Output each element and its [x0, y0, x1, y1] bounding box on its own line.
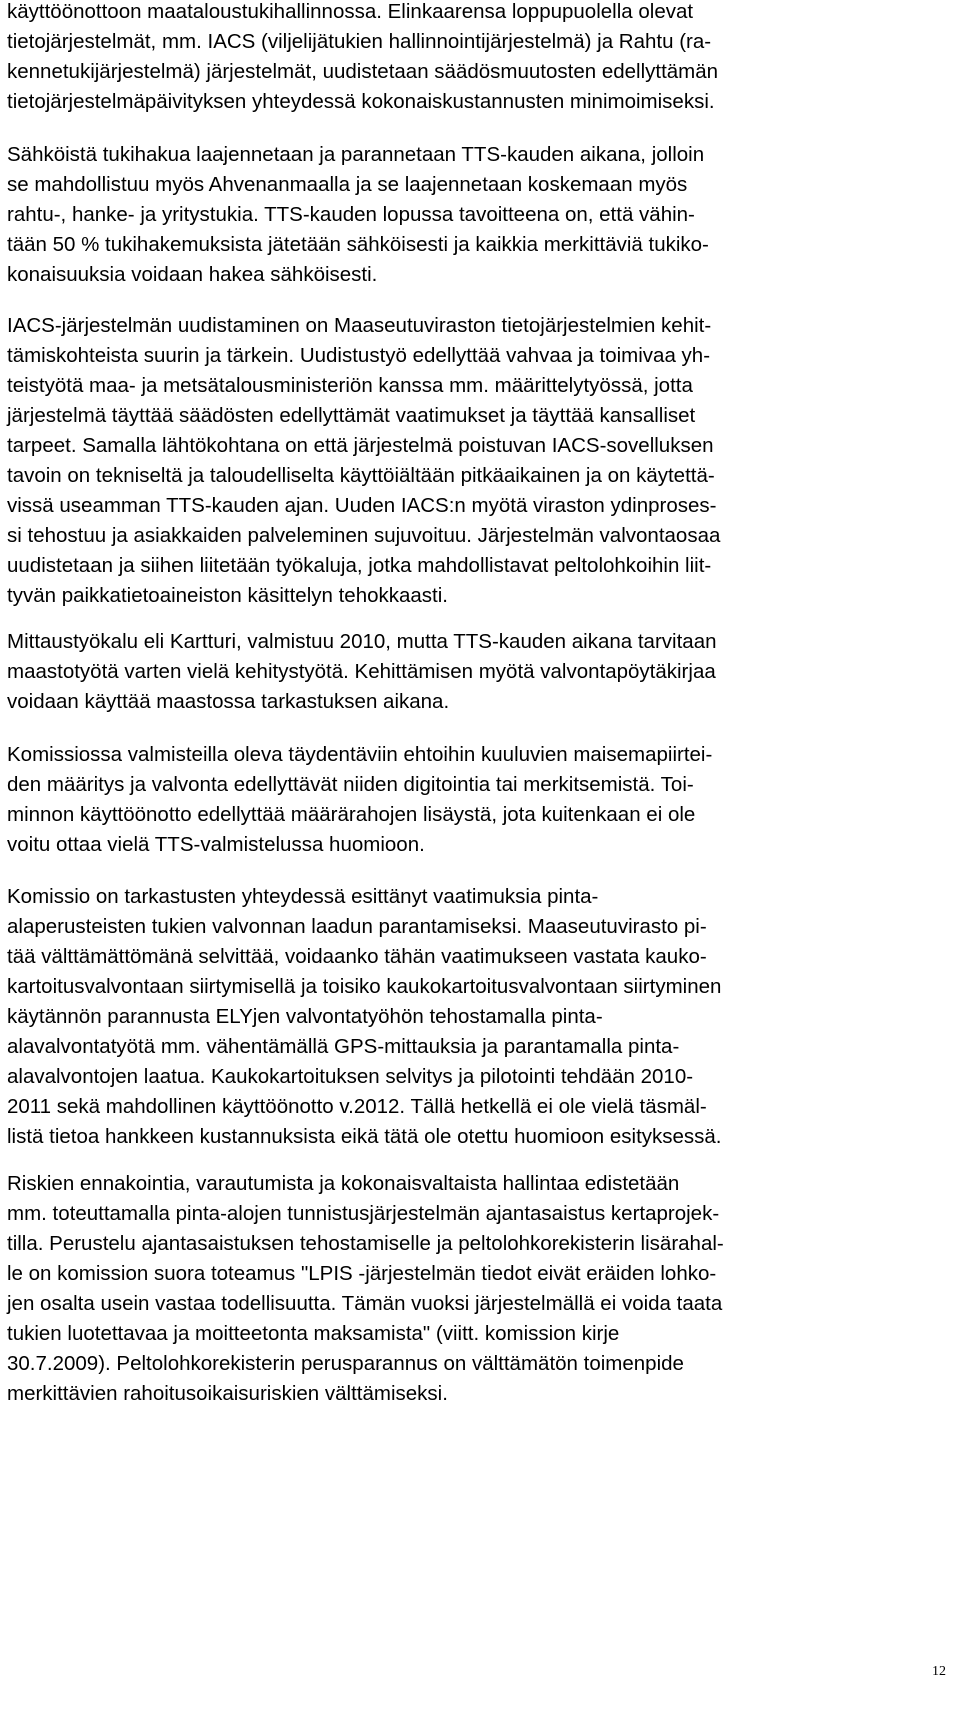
paragraph-electronic-application	[7, 140, 709, 290]
text-line: tietojärjestelmäpäivityksen yhteydessä kokonaiskustannusten minimoimiseksi.	[7, 90, 715, 113]
text-line: maastotyötä varten vielä kehitystyötä. Kehittämisen myötä valvontapöytäkirjaa	[7, 660, 716, 683]
text-line: merkittävien rahoitusoikaisuriskien välttämiseksi.	[7, 1382, 448, 1405]
text-line: mm. toteuttamalla pinta-alojen tunnistusjärjestelmän ajantasaistus kertaprojek-	[7, 1202, 720, 1225]
paragraph-iacs-renewal	[7, 311, 720, 611]
text-line: IACS-järjestelmän uudistaminen on Maaseutuviraston tietojärjestelmien kehit-	[7, 314, 712, 337]
text-line: tavoin on tekniseltä ja taloudelliselta käyttöiältään pitkäaikainen ja on käytettä-	[7, 464, 715, 487]
text-line: tään 50 % tukihakemuksista jätetään sähköisesti ja kaikkia merkittäviä tukiko-	[7, 233, 709, 256]
text-line: tyvän paikkatietoaineiston käsittelyn tehokkaasti.	[7, 584, 449, 607]
text-line: tää välttämättömänä selvittää, voidaanko tähän vaatimukseen vastata kauko-	[7, 945, 707, 968]
text-line: tukien luotettavaa ja moitteetonta maksamista" (viitt. komission kirje	[7, 1322, 620, 1345]
text-line: tämiskohteista suurin ja tärkein. Uudistustyö edellyttää vahvaa ja toimivaa yh-	[7, 344, 711, 367]
text-line: kennetukijärjestelmä) järjestelmät, uudistetaan säädösmuutosten edellyttämän	[7, 60, 719, 83]
text-line: den määritys ja valvonta edellyttävät niiden digitointia tai merkitsemistä. Toi-	[7, 773, 694, 796]
text-line: tilla. Perustelu ajantasaistuksen tehostamiselle ja peltolohkorekisterin lisärahal-	[7, 1232, 724, 1255]
text-line: kartoitusvalvontaan siirtymisellä ja toisiko kaukokartoitusvalvontaan siirtyminen	[7, 975, 722, 998]
text-line: 2011 sekä mahdollinen käyttöönotto v.2012. Tällä hetkellä ei ole vielä täsmäl-	[7, 1095, 707, 1118]
text-line: 30.7.2009). Peltolohkorekisterin perusparannus on välttämätön toimenpide	[7, 1352, 684, 1375]
text-line: konaisuuksia voidaan hakea sähköisesti.	[7, 263, 378, 286]
text-line: Komissio on tarkastusten yhteydessä esittänyt vaatimuksia pinta-	[7, 885, 599, 908]
text-line: Komissiossa valmisteilla oleva täydentäviin ehtoihin kuuluvien maisemapiirtei-	[7, 743, 713, 766]
paragraph-kartturi	[7, 627, 717, 717]
text-line: listä tietoa hankkeen kustannuksista eikä tätä ole otettu huomioon esityksessä.	[7, 1125, 722, 1148]
text-line: järjestelmä täyttää säädösten edellyttämät vaatimukset ja täyttää kansalliset	[7, 404, 696, 427]
text-line: uudistetaan ja siihen liitetään työkaluja, jotka mahdollistavat peltolohkoihin liit-	[7, 554, 712, 577]
text-line: tarpeet. Samalla lähtökohtana on että järjestelmä poistuvan IACS-sovelluksen	[7, 434, 714, 457]
page-number: 12	[932, 1664, 946, 1679]
text-line: alaperusteisten tukien valvonnan laadun parantamiseksi. Maaseutuvirasto pi-	[7, 915, 707, 938]
text-line: alavalvontojen laatua. Kaukokartoituksen selvitys ja pilotointi tehdään 2010-	[7, 1065, 694, 1088]
text-line: voidaan käyttää maastossa tarkastuksen aikana.	[7, 690, 450, 713]
text-line: rahtu-, hanke- ja yritystukia. TTS-kauden lopussa tavoitteena on, että vähin-	[7, 203, 695, 226]
text-line: voitu ottaa vielä TTS-valmistelussa huomioon.	[7, 833, 425, 856]
text-line: Sähköistä tukihakua laajennetaan ja parannetaan TTS-kauden aikana, jolloin	[7, 143, 705, 166]
text-line: käyttöönottoon maataloustukihallinnossa. Elinkaarensa loppupuolella olevat	[7, 0, 694, 23]
text-line: käytännön parannusta ELYjen valvontatyöhön tehostamalla pinta-	[7, 1005, 603, 1028]
text-line: Riskien ennakointia, varautumista ja kokonaisvaltaista hallintaa edistetään	[7, 1172, 680, 1195]
paragraph-landscape-features	[7, 740, 712, 860]
paragraph-remote-sensing	[7, 882, 722, 1152]
text-line: jen osalta usein vastaa todellisuutta. Tämän vuoksi järjestelmällä ei voida taata	[7, 1292, 723, 1315]
text-line: tietojärjestelmät, mm. IACS (viljelijätukien hallinnointijärjestelmä) ja Rahtu (ra-	[7, 30, 712, 53]
text-line: se mahdollistuu myös Ahvenanmaalla ja se laajennetaan koskemaan myös	[7, 173, 688, 196]
text-line: le on komission suora toteamus "LPIS -järjestelmän tiedot eivät eräiden lohko-	[7, 1262, 717, 1285]
text-line: si tehostuu ja asiakkaiden palveleminen sujuvoituu. Järjestelmän valvontaosaa	[7, 524, 721, 547]
paragraph-legacy-systems	[7, 0, 718, 117]
text-line: teistyötä maa- ja metsätalousministeriön kanssa mm. määrittelytyössä, jotta	[7, 374, 693, 397]
text-line: Mittaustyökalu eli Kartturi, valmistuu 2010, mutta TTS-kauden aikana tarvitaan	[7, 630, 717, 653]
text-line: alavalvontatyötä mm. vähentämällä GPS-mittauksia ja parantamalla pinta-	[7, 1035, 680, 1058]
text-line: vissä useamman TTS-kauden ajan. Uuden IACS:n myötä viraston ydinproses-	[7, 494, 717, 517]
paragraph-risk-management	[7, 1169, 724, 1409]
text-line: minnon käyttöönotto edellyttää määrärahojen lisäystä, jota kuitenkaan ei ole	[7, 803, 696, 826]
